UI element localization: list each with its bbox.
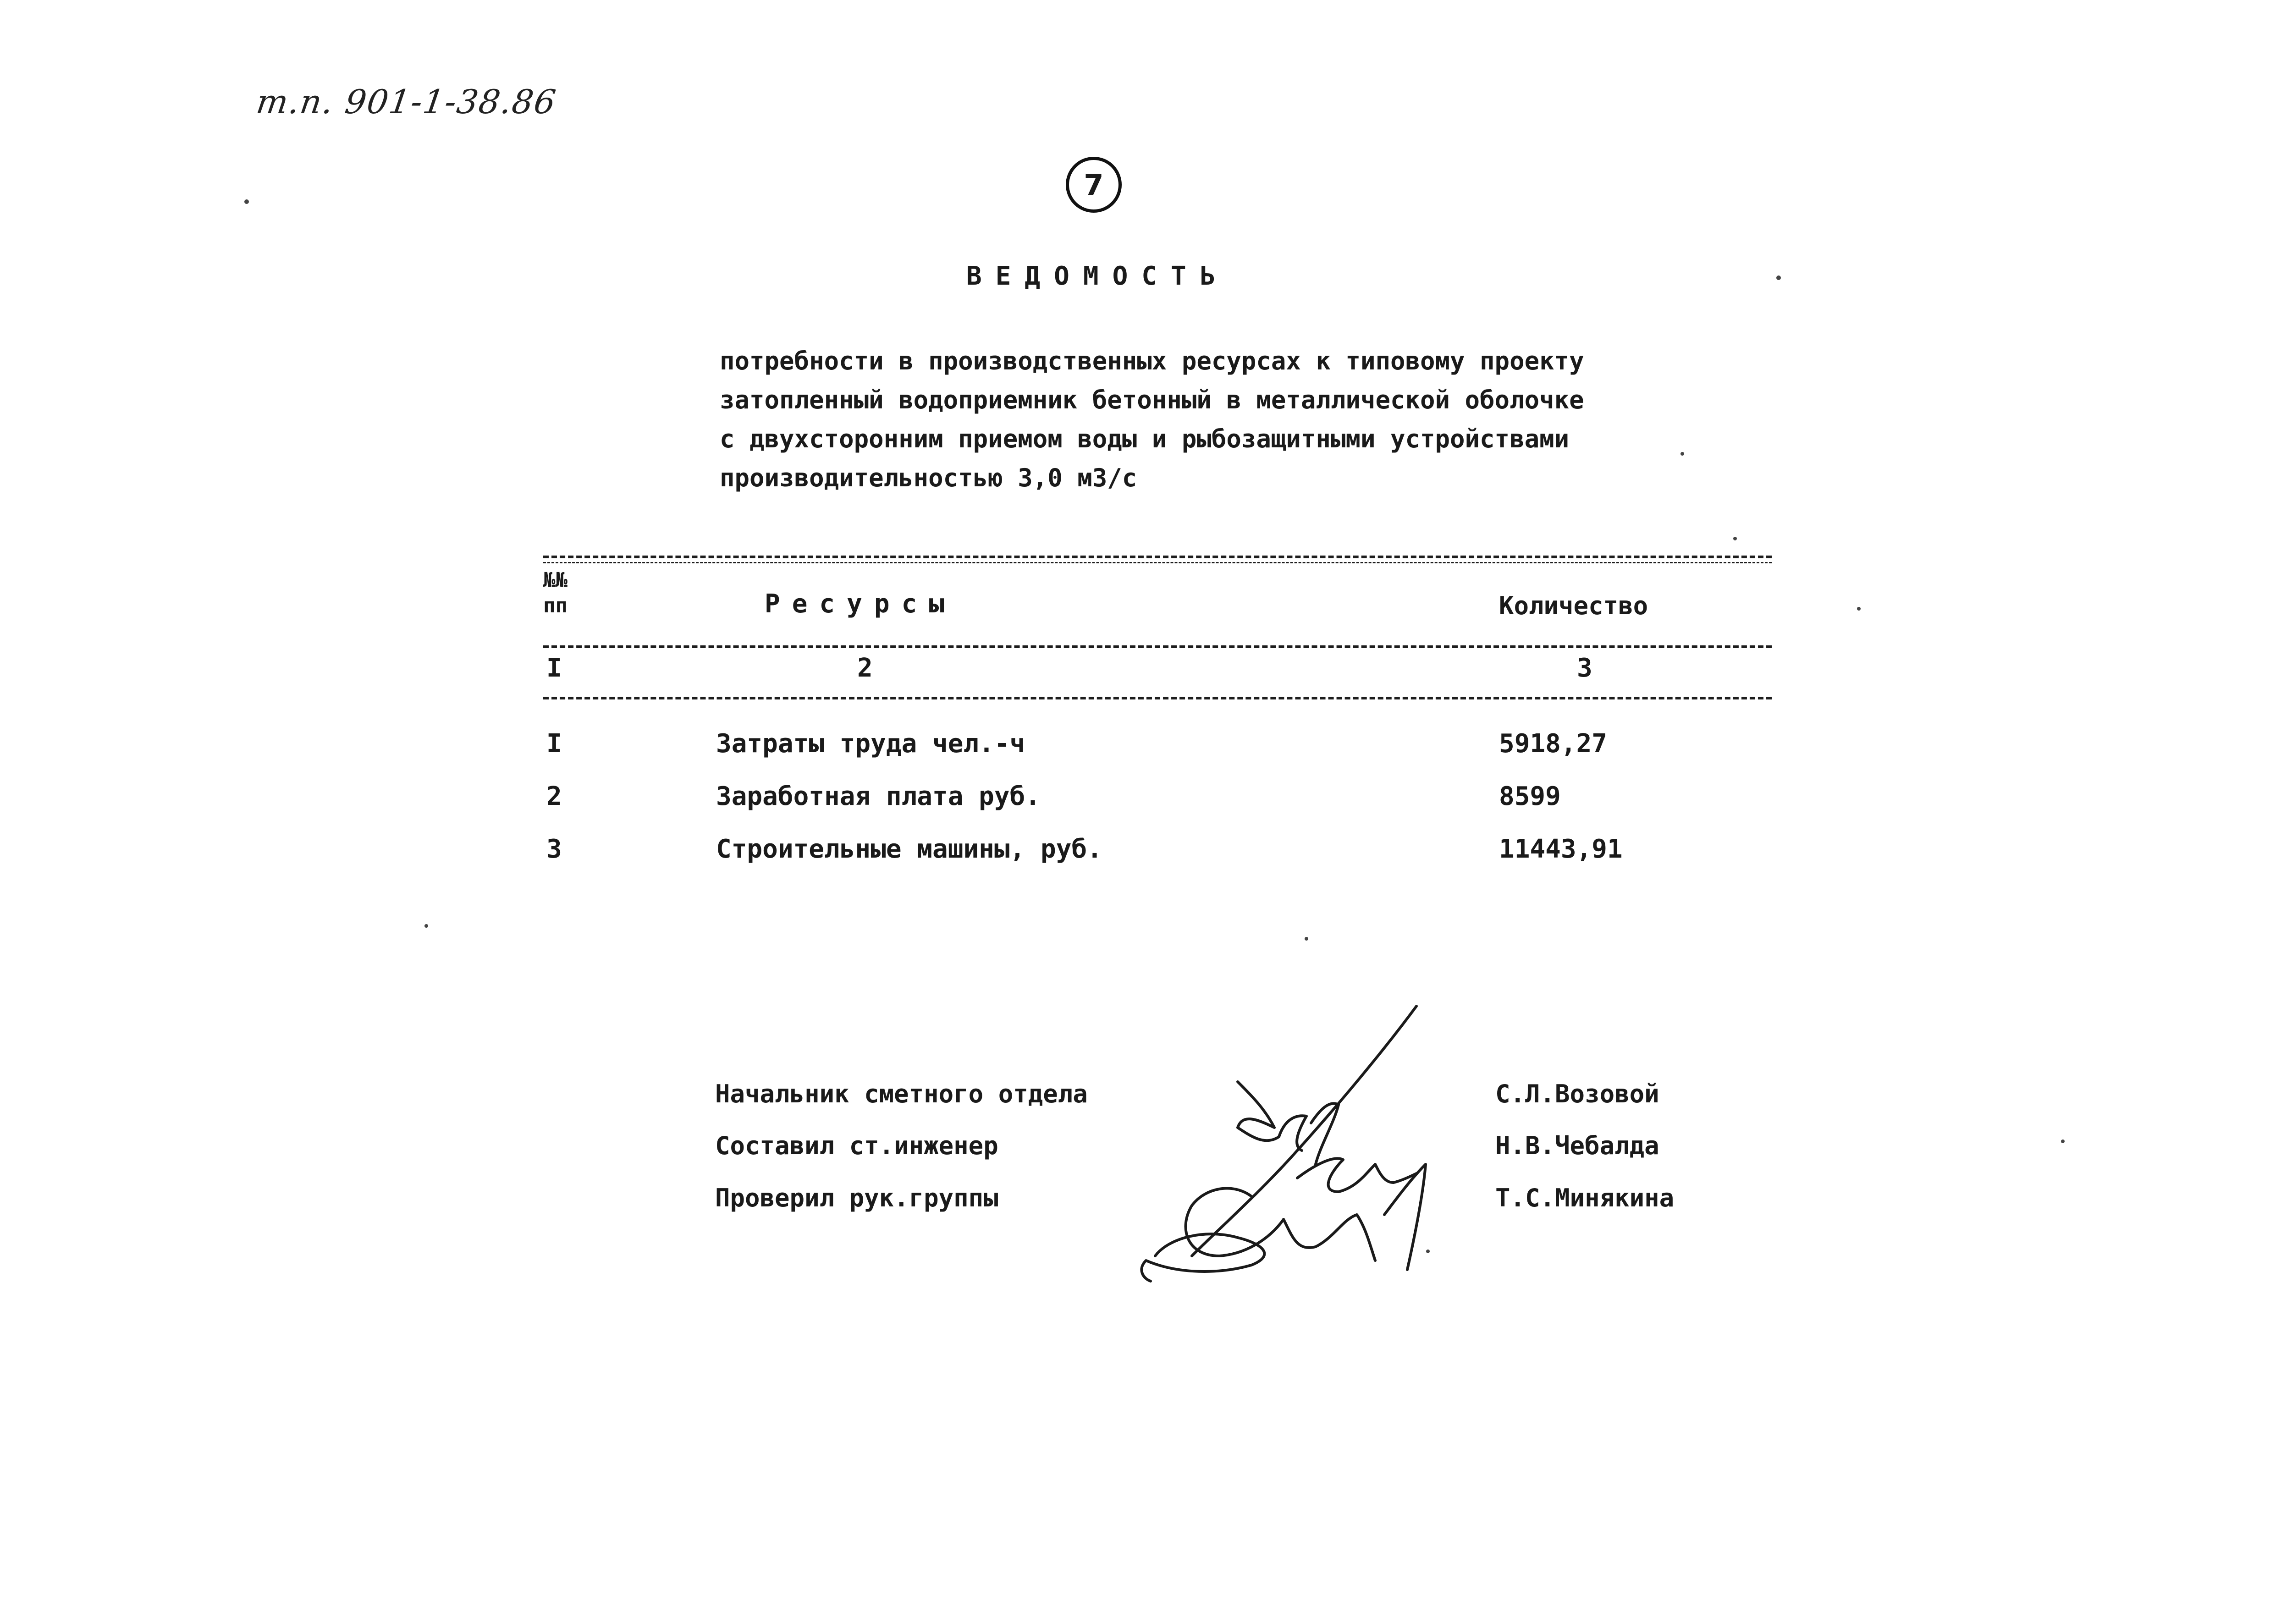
subtitle-line: потребности в производственных ресурсах к типовому проекту: [720, 347, 1584, 375]
column-number-1: I: [546, 653, 562, 683]
header-resources: Ресурсы: [765, 589, 957, 619]
signature-position: Проверил рук.группы: [715, 1184, 998, 1212]
column-number-3: 3: [1577, 653, 1592, 683]
header-quantity: Количество: [1499, 591, 1648, 620]
signature-name: Н.В.Чебалда: [1495, 1131, 1659, 1160]
handwritten-document-reference: т.п. 901-1-38.86: [254, 83, 559, 121]
header-number-line1: №№: [543, 568, 567, 592]
signature-name: С.Л.Возовой: [1495, 1079, 1659, 1108]
table-row-quantity: 5918,27: [1499, 729, 1608, 759]
document-title: ВЕДОМОСТЬ: [966, 261, 1229, 291]
subtitle-line: производительностью 3,0 м3/с: [720, 463, 1137, 492]
subtitle-line: затопленный водоприемник бетонный в металлической оболочке: [720, 385, 1584, 414]
table-row-number: 2: [546, 782, 562, 811]
signature-name: Т.С.Минякина: [1495, 1184, 1675, 1212]
table-row-resource: Затраты труда чел.-ч: [716, 729, 1025, 759]
page-number: 7: [1084, 168, 1104, 202]
header-number-line2: пп: [543, 594, 567, 617]
table-row-resource: Строительные машины, руб.: [716, 834, 1102, 864]
signature-position: Начальник сметного отдела: [715, 1079, 1088, 1108]
table-row-number: 3: [546, 834, 562, 864]
signature-position: Составил ст.инженер: [715, 1131, 998, 1160]
table-row-number: I: [546, 729, 562, 759]
table-row-resource: Заработная плата руб.: [716, 782, 1041, 811]
table-row-quantity: 8599: [1499, 782, 1561, 811]
subtitle-line: с двухсторонним приемом воды и рыбозащитными устройствами: [720, 424, 1570, 453]
column-number-2: 2: [857, 653, 873, 683]
table-row-quantity: 11443,91: [1499, 834, 1623, 864]
